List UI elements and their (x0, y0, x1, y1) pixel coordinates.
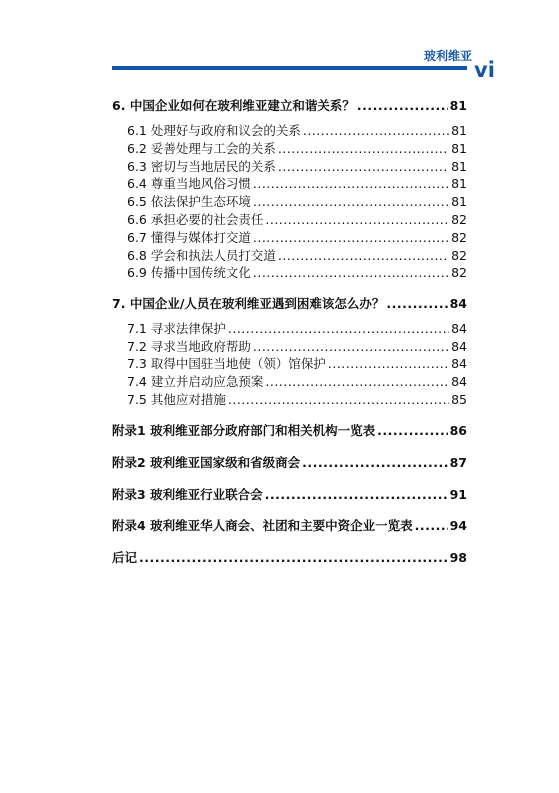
toc-text: 寻求当地政府帮助 (150, 339, 251, 354)
toc-entry-7[interactable] (112, 294, 467, 312)
toc-number: 附录3 (112, 487, 146, 502)
toc-entry-6-2[interactable] (127, 139, 467, 157)
toc-page: 84 (451, 356, 467, 371)
toc-entry-6-9[interactable] (127, 263, 467, 281)
toc-leader (253, 339, 449, 354)
toc-page: 85 (451, 392, 467, 407)
toc-entry-7-3[interactable] (127, 354, 467, 372)
toc-text: 尊重当地风俗习惯 (150, 176, 251, 191)
toc-text: 建立并启动应急预案 (150, 374, 264, 389)
toc-entry-6[interactable] (112, 96, 467, 114)
toc-text: 玻利维亚部分政府部门和相关机构一览表 (150, 423, 376, 438)
toc-entry-6-7[interactable] (127, 228, 467, 246)
toc-number: 6.2 (127, 141, 147, 156)
toc-text: 处理好与政府和议会的关系 (150, 123, 301, 138)
toc-entry-6-4[interactable] (127, 174, 467, 192)
toc-text: 密切与当地居民的关系 (150, 159, 276, 174)
toc-entry-appendix-3[interactable] (112, 485, 467, 503)
toc-entry-appendix-2[interactable] (112, 453, 467, 471)
toc-page: 81 (451, 159, 467, 174)
toc-text: 学会和执法人员打交道 (150, 248, 276, 263)
toc-text: 妥善处理与工会的关系 (150, 141, 276, 156)
toc-number: 6.7 (127, 230, 147, 245)
toc-leader (265, 212, 449, 227)
page-marker: vi (474, 58, 495, 82)
toc-number: 附录1 (112, 423, 146, 438)
toc-leader (386, 296, 447, 311)
header-title: 玻利维亚 (423, 49, 472, 63)
toc-leader (278, 141, 449, 156)
toc-number: 附录4 (112, 518, 146, 533)
toc-entry-6-1[interactable] (127, 121, 467, 139)
toc-number: 6.3 (127, 159, 147, 174)
toc-text: 玻利维亚国家级和省级商会 (150, 455, 301, 470)
toc-page: 87 (449, 455, 467, 470)
toc-leader (253, 194, 449, 209)
toc-number: 7.2 (127, 339, 147, 354)
toc-entry-7-5[interactable] (127, 390, 467, 408)
toc-entry-6-6[interactable] (127, 210, 467, 228)
toc-number: 6.9 (127, 265, 147, 280)
toc-entry-7-1[interactable] (127, 319, 467, 337)
toc-text: 后记 (112, 550, 138, 565)
toc-number: 7.1 (127, 321, 147, 336)
toc-entry-appendix-1[interactable] (112, 421, 467, 439)
toc-number: 附录2 (112, 455, 146, 470)
toc-leader (415, 518, 448, 533)
toc-number: 6. (112, 98, 126, 113)
toc-leader (302, 455, 448, 470)
toc-number: 7. (112, 296, 126, 311)
toc-number: 7.3 (127, 356, 147, 371)
toc-page: 86 (449, 423, 467, 438)
toc-leader (253, 176, 449, 191)
toc-page: 91 (449, 487, 467, 502)
toc-entry-appendix-4[interactable] (112, 516, 467, 534)
toc-leader (303, 123, 449, 138)
toc-page: 81 (451, 141, 467, 156)
toc-entry-6-5[interactable] (127, 192, 467, 210)
toc-page: 81 (451, 176, 467, 191)
toc-page: 82 (451, 212, 467, 227)
toc-leader (278, 159, 449, 174)
toc-page: 84 (449, 296, 467, 311)
toc-page: 84 (451, 374, 467, 389)
toc-text: 其他应对措施 (150, 392, 226, 407)
toc-page: 82 (451, 265, 467, 280)
toc-number: 6.1 (127, 123, 147, 138)
toc-leader (139, 550, 448, 565)
toc-page: 84 (451, 339, 467, 354)
toc-leader (278, 248, 449, 263)
toc-leader (377, 423, 448, 438)
toc-text: 玻利维亚华人商会、社团和主要中资企业一览表 (150, 518, 413, 533)
toc-entry-afterword[interactable] (112, 548, 467, 566)
toc-entry-7-4[interactable] (127, 372, 467, 390)
toc-leader (253, 265, 449, 280)
toc-entry-6-3[interactable] (127, 157, 467, 175)
toc-text: 取得中国驻当地使（领）馆保护 (150, 356, 326, 371)
toc-page: 82 (451, 248, 467, 263)
toc-text: 懂得与媒体打交道 (150, 230, 251, 245)
toc-text: 传播中国传统文化 (150, 265, 251, 280)
toc-page: 82 (451, 230, 467, 245)
toc-text: 玻利维亚行业联合会 (150, 487, 263, 502)
toc-number: 7.4 (127, 374, 147, 389)
toc-entry-7-2[interactable] (127, 337, 467, 355)
toc-text: 寻求法律保护 (150, 321, 226, 336)
toc-number: 7.5 (127, 392, 147, 407)
toc-page: 81 (451, 123, 467, 138)
toc-number: 6.4 (127, 176, 147, 191)
toc-number: 6.5 (127, 194, 147, 209)
toc-text: 依法保护生态环境 (150, 194, 251, 209)
toc-page: 94 (449, 518, 467, 533)
toc-page: 84 (451, 321, 467, 336)
toc-number: 6.8 (127, 248, 147, 263)
toc-leader (228, 392, 449, 407)
toc-leader (228, 321, 449, 336)
toc-page: 81 (451, 194, 467, 209)
toc-entry-6-8[interactable] (127, 246, 467, 264)
header-rule (112, 66, 467, 70)
toc-number: 6.6 (127, 212, 147, 227)
toc-leader (265, 374, 449, 389)
toc-text: 承担必要的社会责任 (150, 212, 264, 227)
toc-text: 中国企业如何在玻利维亚建立和谐关系？ (129, 98, 355, 113)
toc-leader (265, 487, 448, 502)
toc-leader (328, 356, 449, 371)
toc-leader (253, 230, 449, 245)
toc-page: 98 (449, 550, 467, 565)
toc-text: 中国企业/人员在玻利维亚遇到困难该怎么办？ (129, 296, 385, 311)
toc-page: 81 (449, 98, 467, 113)
toc-leader (357, 98, 448, 113)
